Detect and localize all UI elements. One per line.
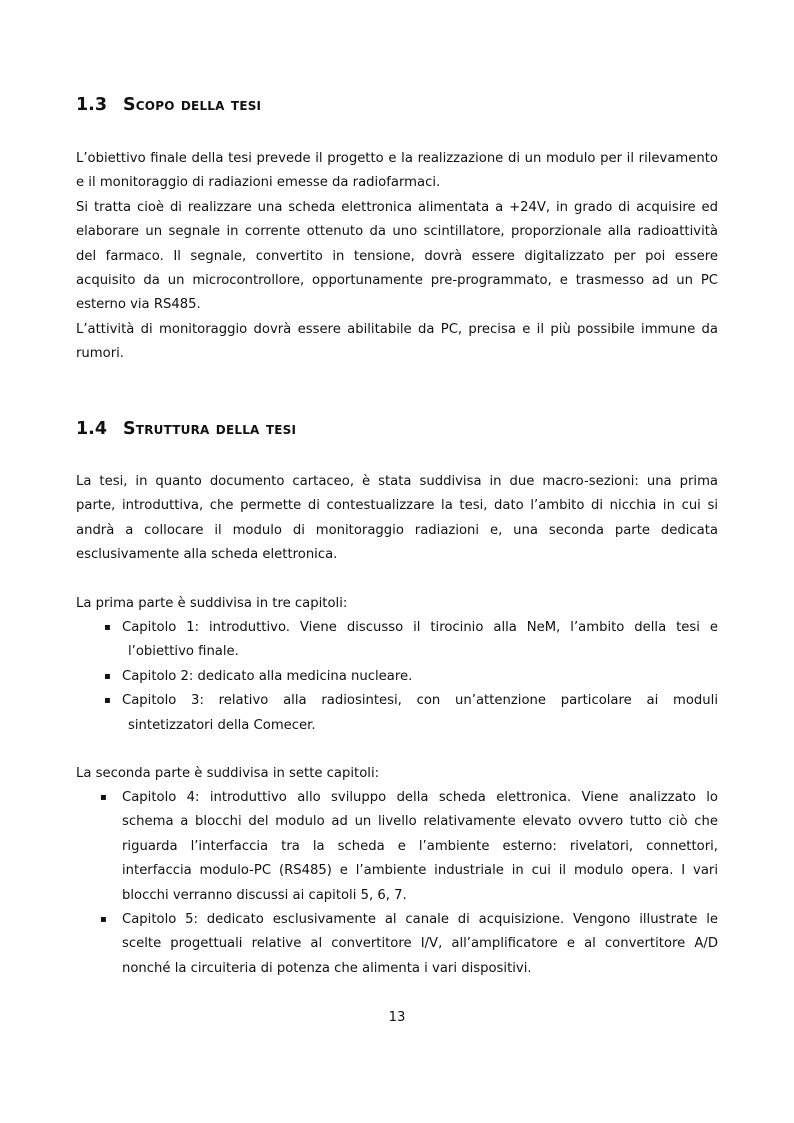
text-line: Capitolo 3: relativo alla radiosintesi, con un’attenzione particolare ai moduli (122, 693, 718, 709)
second-part-list (100, 786, 718, 981)
text-line: elaborare un segnale in corrente ottenuto da uno scintillatore, proporzionale alla radioattività (76, 224, 718, 240)
list-item (104, 689, 718, 738)
section-number: 1.4 (76, 419, 108, 439)
list-item (100, 908, 718, 981)
text-line: L’attività di monitoraggio dovrà essere abilitabile da PC, precisa e il più possibile immune da (76, 321, 718, 337)
text-line: La tesi, in quanto documento cartaceo, è stata suddivisa in due macro-sezioni: una prima (76, 474, 718, 489)
section-title: Scopo della tesi (123, 95, 262, 115)
square-bullet-icon: ▪ (104, 622, 111, 633)
square-bullet-icon: ▪ (104, 695, 111, 707)
list-item (104, 665, 718, 689)
page-number: 13 (388, 1010, 406, 1025)
text-line: e il monitoraggio di radiazioni emesse da radiofarmaci. (76, 175, 441, 191)
text-line: interfaccia modulo-PC (RS485) e l’ambiente industriale in cui il modulo opera. I vari (122, 863, 718, 879)
text-line: parte, introduttiva, che permette di contestualizzare la tesi, dato l’ambito di nicchia in cui si (76, 498, 718, 514)
list-item (100, 786, 718, 908)
text-line: del farmaco. Il segnale, convertito in tensione, dovrà essere digitalizzato per poi essere (76, 248, 718, 264)
text-line: Capitolo 4: introduttivo allo sviluppo della scheda elettronica. Viene analizzato lo (122, 790, 718, 805)
text-line: La seconda parte è suddivisa in sette capitoli: (76, 766, 380, 781)
section-1-4-intro (76, 470, 718, 568)
section-heading-1-3 (76, 94, 261, 116)
first-part-label (76, 592, 718, 616)
text-line: Capitolo 2: dedicato alla medicina nucleare. (122, 668, 413, 684)
text-line: schema a blocchi del modulo ad un livello relativamente elevato ovvero tutto ciò che (122, 814, 718, 830)
text-line: nonché la circuiteria di potenza che alimenta i vari dispositivi. (122, 960, 532, 976)
text-line: sintetizzatori della Comecer. (128, 717, 316, 733)
text-line: acquisito da un microcontrollore, opportunamente pre-programmato, e trasmesso ad un PC (76, 273, 718, 289)
text-line: Capitolo 1: introduttivo. Viene discusso il tirocinio alla NeM, l’ambito della tesi e (122, 620, 718, 635)
text-line: andrà a collocare il modulo di monitoraggio radiazioni e, una seconda parte dedicata (76, 522, 718, 538)
list-item (104, 616, 718, 665)
text-line: esclusivamente alla scheda elettronica. (76, 547, 338, 563)
text-line: Si tratta cioè di realizzare una scheda elettronica alimentata a +24V, in grado di acquisire ed (76, 199, 718, 215)
text-line: riguarda l’interfaccia tra la scheda e l’ambiente esterno: rivelatori, connettori, (122, 838, 718, 854)
section-number: 1.3 (76, 95, 108, 115)
square-bullet-icon: ▪ (100, 792, 107, 803)
section-title: Struttura della tesi (123, 419, 297, 439)
text-line: blocchi verranno discussi ai capitoli 5, 6, 7. (122, 887, 407, 903)
text-line: l’obiettivo finale. (128, 644, 239, 660)
text-line: scelte progettuali relative al convertitore I/V, all’amplificatore e al convertitore A/D (122, 936, 718, 952)
text-line: L’obiettivo finale della tesi prevede il progetto e la realizzazione di un modulo per il rilevamento (76, 151, 718, 166)
text-line: La prima parte è suddivisa in tre capitoli: (76, 596, 348, 611)
section-1-3-paragraph (76, 147, 718, 367)
text-line: rumori. (76, 346, 124, 362)
first-part-list (104, 616, 718, 738)
second-part-label (76, 762, 718, 786)
section-heading-1-4 (76, 418, 296, 440)
text-line: esterno via RS485. (76, 297, 201, 313)
square-bullet-icon: ▪ (104, 670, 111, 682)
square-bullet-icon: ▪ (100, 914, 107, 926)
text-line: Capitolo 5: dedicato esclusivamente al canale di acquisizione. Vengono illustrate le (122, 912, 718, 928)
